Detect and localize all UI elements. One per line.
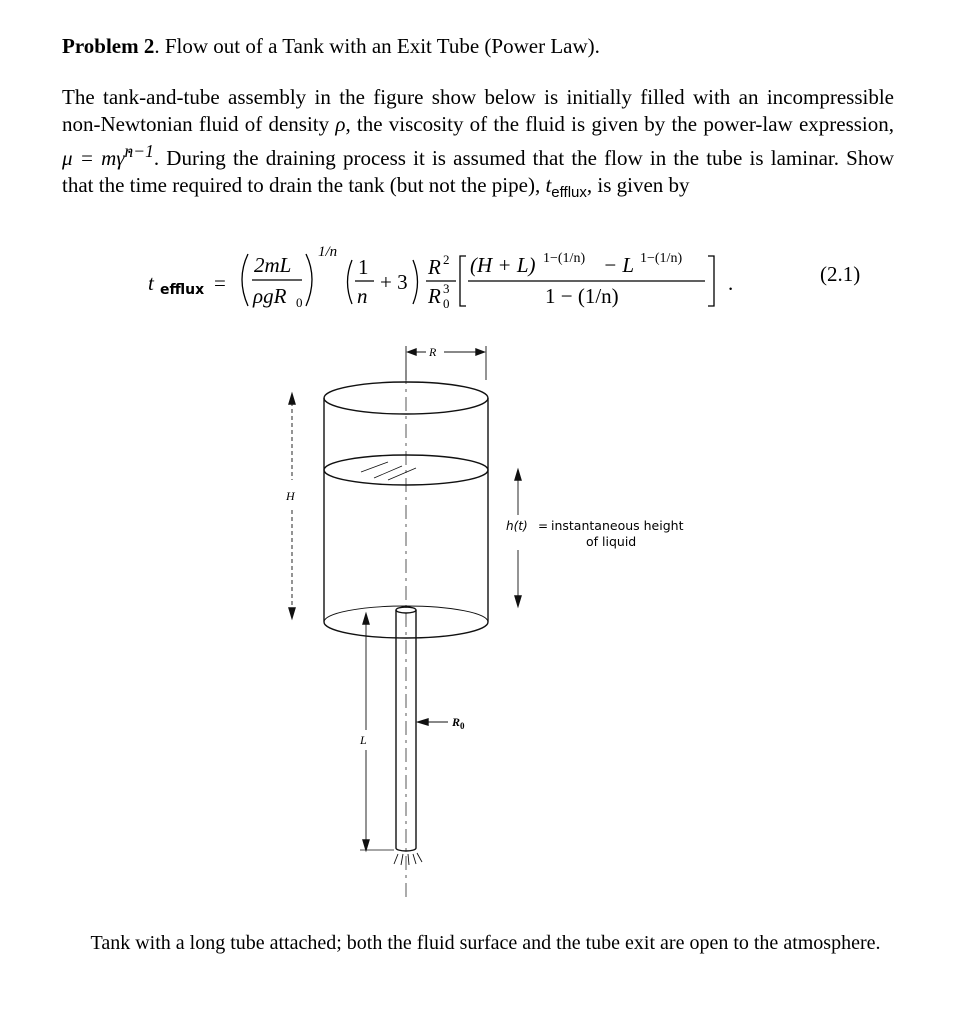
f3-denominator-sub: 0 (443, 296, 450, 311)
problem-statement (62, 84, 894, 206)
f3-numerator: R (428, 255, 441, 279)
paren-right-1 (306, 254, 312, 306)
tank-tube-figure (256, 340, 696, 910)
ht-arrow-bottom (515, 596, 521, 606)
r-arrow-right (476, 349, 484, 355)
efflux-time-subscript: efflux (551, 184, 587, 202)
f4-denominator: 1 − (1/n) (545, 284, 619, 308)
f3-numerator-sup: 2 (443, 252, 450, 267)
equation-number: (2.1) (820, 262, 861, 286)
f3-denominator-sup: 3 (443, 281, 450, 296)
label-h: H (286, 489, 295, 503)
statement-part-1: The tank-and-tube assembly in the figure show below is initially filled with an incompressible non-Newtonian fluid of density (62, 85, 894, 136)
problem-label: Problem 2 (62, 34, 155, 58)
paren-right-2 (413, 260, 418, 304)
eq-lhs-t: t (148, 271, 154, 295)
f1-denominator-sub: 0 (296, 295, 303, 310)
statement-part-4: , is given by (586, 173, 690, 197)
bracket-right (708, 256, 714, 306)
eq-equals: = (214, 271, 226, 295)
paren-left-2 (348, 260, 353, 304)
f4-numerator-exp2: 1−(1/n) (640, 251, 683, 266)
label-h-t-desc-2: of liquid (586, 534, 637, 549)
power-law-exponent: n−1 (124, 141, 154, 161)
r0-arrow (418, 719, 428, 725)
ht-arrow-top (515, 470, 521, 480)
f4-numerator-term1: (H + L) (470, 253, 536, 277)
eq-period: . (728, 271, 734, 295)
l-arrow-top (363, 614, 369, 624)
exit-jet-lines (394, 853, 422, 865)
label-r0-sub: 0 (460, 721, 465, 731)
figure-caption: Tank with a long tube attached; both the fluid surface and the tube exit are open to the atmosphere. (90, 932, 881, 954)
surface-hatching (361, 462, 416, 480)
f4-numerator-exp1: 1−(1/n) (543, 251, 586, 266)
h-arrow-top (289, 394, 295, 404)
density-symbol: ρ (335, 112, 346, 136)
f1-exponent: 1/n (318, 244, 338, 260)
problem-title-text: . Flow out of a Tank with an Exit Tube (Power Law). (154, 34, 600, 58)
label-r0: R (452, 715, 461, 729)
f3-denominator: R (428, 284, 441, 308)
f1-denominator: ρgR (253, 284, 287, 308)
label-h-t-desc-1: instantaneous height (551, 518, 684, 533)
l-arrow-bottom (363, 840, 369, 850)
efflux-time-symbol: t (545, 173, 552, 197)
f1-numerator: 2mL (254, 253, 292, 277)
label-r: R (429, 345, 437, 359)
label-h-t: h(t) (506, 519, 528, 533)
label-h-t-equals: = (538, 519, 549, 533)
f2-plus-three: + 3 (380, 270, 408, 294)
paren-left-1 (242, 254, 248, 306)
r-arrow-left (408, 349, 416, 355)
h-arrow-bottom (289, 608, 295, 618)
eq-lhs-subscript: efflux (160, 282, 205, 298)
bracket-left (460, 256, 466, 306)
statement-part-3: . During the draining process it is assumed that the flow in the tube is laminar. Show that the time required to drain the tank (but not the pipe), (62, 146, 894, 197)
f2-denominator: n (357, 284, 368, 308)
label-l: L (360, 733, 367, 747)
power-law-expression: μ = mγ̇ (62, 146, 125, 170)
f2-numerator: 1 (358, 255, 369, 279)
f4-numerator-term2: − L (603, 253, 635, 277)
problem-title (62, 34, 600, 59)
statement-part-2: , the viscosity of the fluid is given by the power-law expression, (345, 112, 895, 136)
